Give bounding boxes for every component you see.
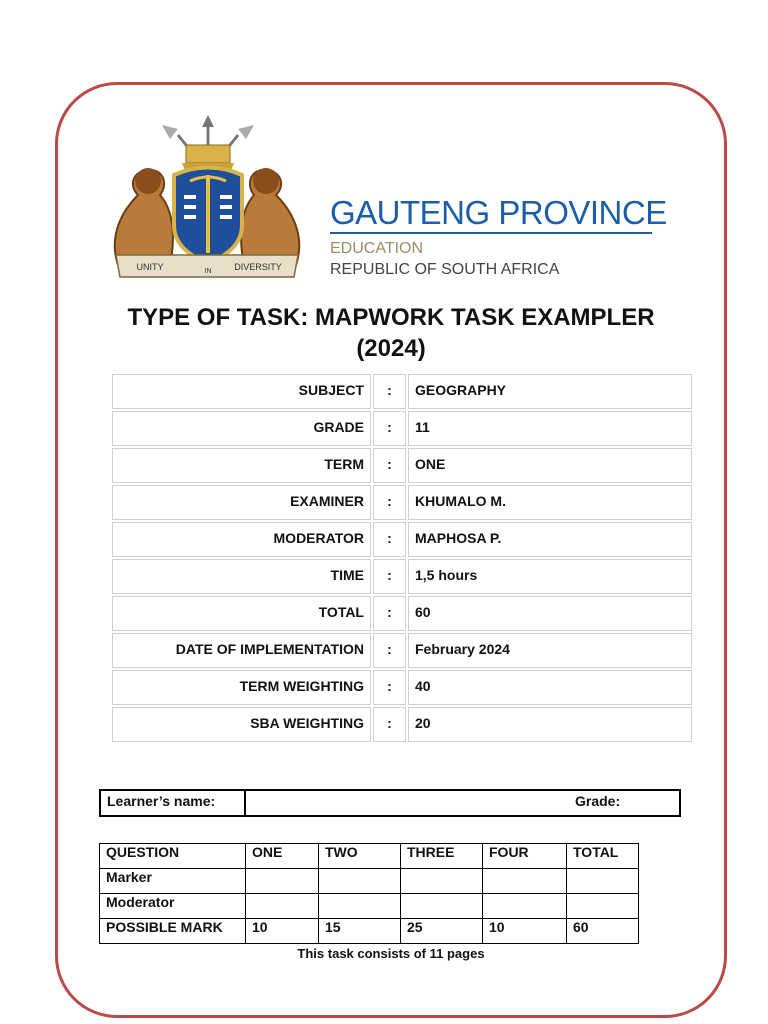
info-separator: :	[373, 596, 406, 631]
marks-cell[interactable]	[246, 894, 319, 919]
task-info-table	[110, 372, 694, 744]
info-row	[112, 707, 692, 742]
motto-diversity: DIVERSITY	[234, 262, 282, 272]
marks-cell: ONE	[246, 844, 319, 869]
marks-cell[interactable]	[401, 869, 483, 894]
info-separator: :	[373, 485, 406, 520]
info-row	[112, 670, 692, 705]
learner-name-label: Learner’s name:	[101, 791, 246, 815]
learner-name-field[interactable]	[246, 791, 679, 815]
info-separator: :	[373, 633, 406, 668]
info-label: SBA WEIGHTING	[112, 707, 371, 742]
info-value: KHUMALO M.	[408, 485, 692, 520]
info-label: SUBJECT	[112, 374, 371, 409]
marks-cell: TOTAL	[567, 844, 639, 869]
info-value: MAPHOSA P.	[408, 522, 692, 557]
marks-cell[interactable]	[401, 894, 483, 919]
province-name: GAUTENG PROVINCE	[330, 194, 667, 231]
title-line-2: (2024)	[356, 335, 426, 362]
marks-row	[100, 844, 639, 869]
marks-cell: THREE	[401, 844, 483, 869]
info-label: GRADE	[112, 411, 371, 446]
marks-row	[100, 894, 639, 919]
motto-unity: UNITY	[136, 262, 164, 272]
marks-table	[99, 843, 639, 944]
info-label: MODERATOR	[112, 522, 371, 557]
info-row	[112, 633, 692, 668]
info-row	[112, 448, 692, 483]
info-label: TERM	[112, 448, 371, 483]
info-row	[112, 485, 692, 520]
info-separator: :	[373, 707, 406, 742]
coat-of-arms-icon	[98, 115, 316, 287]
grade-label: Grade:	[575, 793, 621, 809]
marks-cell: 10	[246, 919, 319, 944]
info-value: ONE	[408, 448, 692, 483]
marks-cell: POSSIBLE MARK	[100, 919, 246, 944]
marks-cell: Marker	[100, 869, 246, 894]
info-label: DATE OF IMPLEMENTATION	[112, 633, 371, 668]
info-row	[112, 559, 692, 594]
department-name: EDUCATION	[330, 240, 424, 257]
info-value: 1,5 hours	[408, 559, 692, 594]
marks-cell[interactable]	[567, 869, 639, 894]
info-row	[112, 596, 692, 631]
marks-cell[interactable]	[483, 894, 567, 919]
page-count-note: This task consists of 11 pages	[297, 946, 485, 961]
document-title	[80, 302, 702, 364]
info-separator: :	[373, 448, 406, 483]
info-row	[112, 374, 692, 409]
marks-cell[interactable]	[246, 869, 319, 894]
marks-row	[100, 919, 639, 944]
marks-row	[100, 869, 639, 894]
info-value: 11	[408, 411, 692, 446]
info-value: 20	[408, 707, 692, 742]
info-separator: :	[373, 374, 406, 409]
marks-cell[interactable]	[319, 894, 401, 919]
marks-cell: 25	[401, 919, 483, 944]
country-name: REPUBLIC OF SOUTH AFRICA	[330, 261, 560, 278]
info-row	[112, 411, 692, 446]
info-label: EXAMINER	[112, 485, 371, 520]
marks-cell[interactable]	[483, 869, 567, 894]
title-line-1: TYPE OF TASK: MAPWORK TASK EXAMPLER	[127, 304, 655, 331]
marks-cell: TWO	[319, 844, 401, 869]
info-value: February 2024	[408, 633, 692, 668]
marks-cell[interactable]	[319, 869, 401, 894]
brand-underline	[330, 232, 652, 234]
info-separator: :	[373, 411, 406, 446]
info-value: 40	[408, 670, 692, 705]
info-value: GEOGRAPHY	[408, 374, 692, 409]
marks-cell: 10	[483, 919, 567, 944]
marks-cell: QUESTION	[100, 844, 246, 869]
info-row	[112, 522, 692, 557]
marks-cell: FOUR	[483, 844, 567, 869]
info-label: TIME	[112, 559, 371, 594]
info-separator: :	[373, 559, 406, 594]
info-separator: :	[373, 522, 406, 557]
learner-details-box	[99, 789, 681, 817]
marks-cell[interactable]	[567, 894, 639, 919]
info-label: TERM WEIGHTING	[112, 670, 371, 705]
brand-text	[330, 195, 667, 281]
marks-cell: 60	[567, 919, 639, 944]
marks-cell: Moderator	[100, 894, 246, 919]
info-value: 60	[408, 596, 692, 631]
marks-cell: 15	[319, 919, 401, 944]
gauteng-logo	[98, 115, 667, 290]
info-label: TOTAL	[112, 596, 371, 631]
motto-in: IN	[204, 268, 212, 275]
info-separator: :	[373, 670, 406, 705]
